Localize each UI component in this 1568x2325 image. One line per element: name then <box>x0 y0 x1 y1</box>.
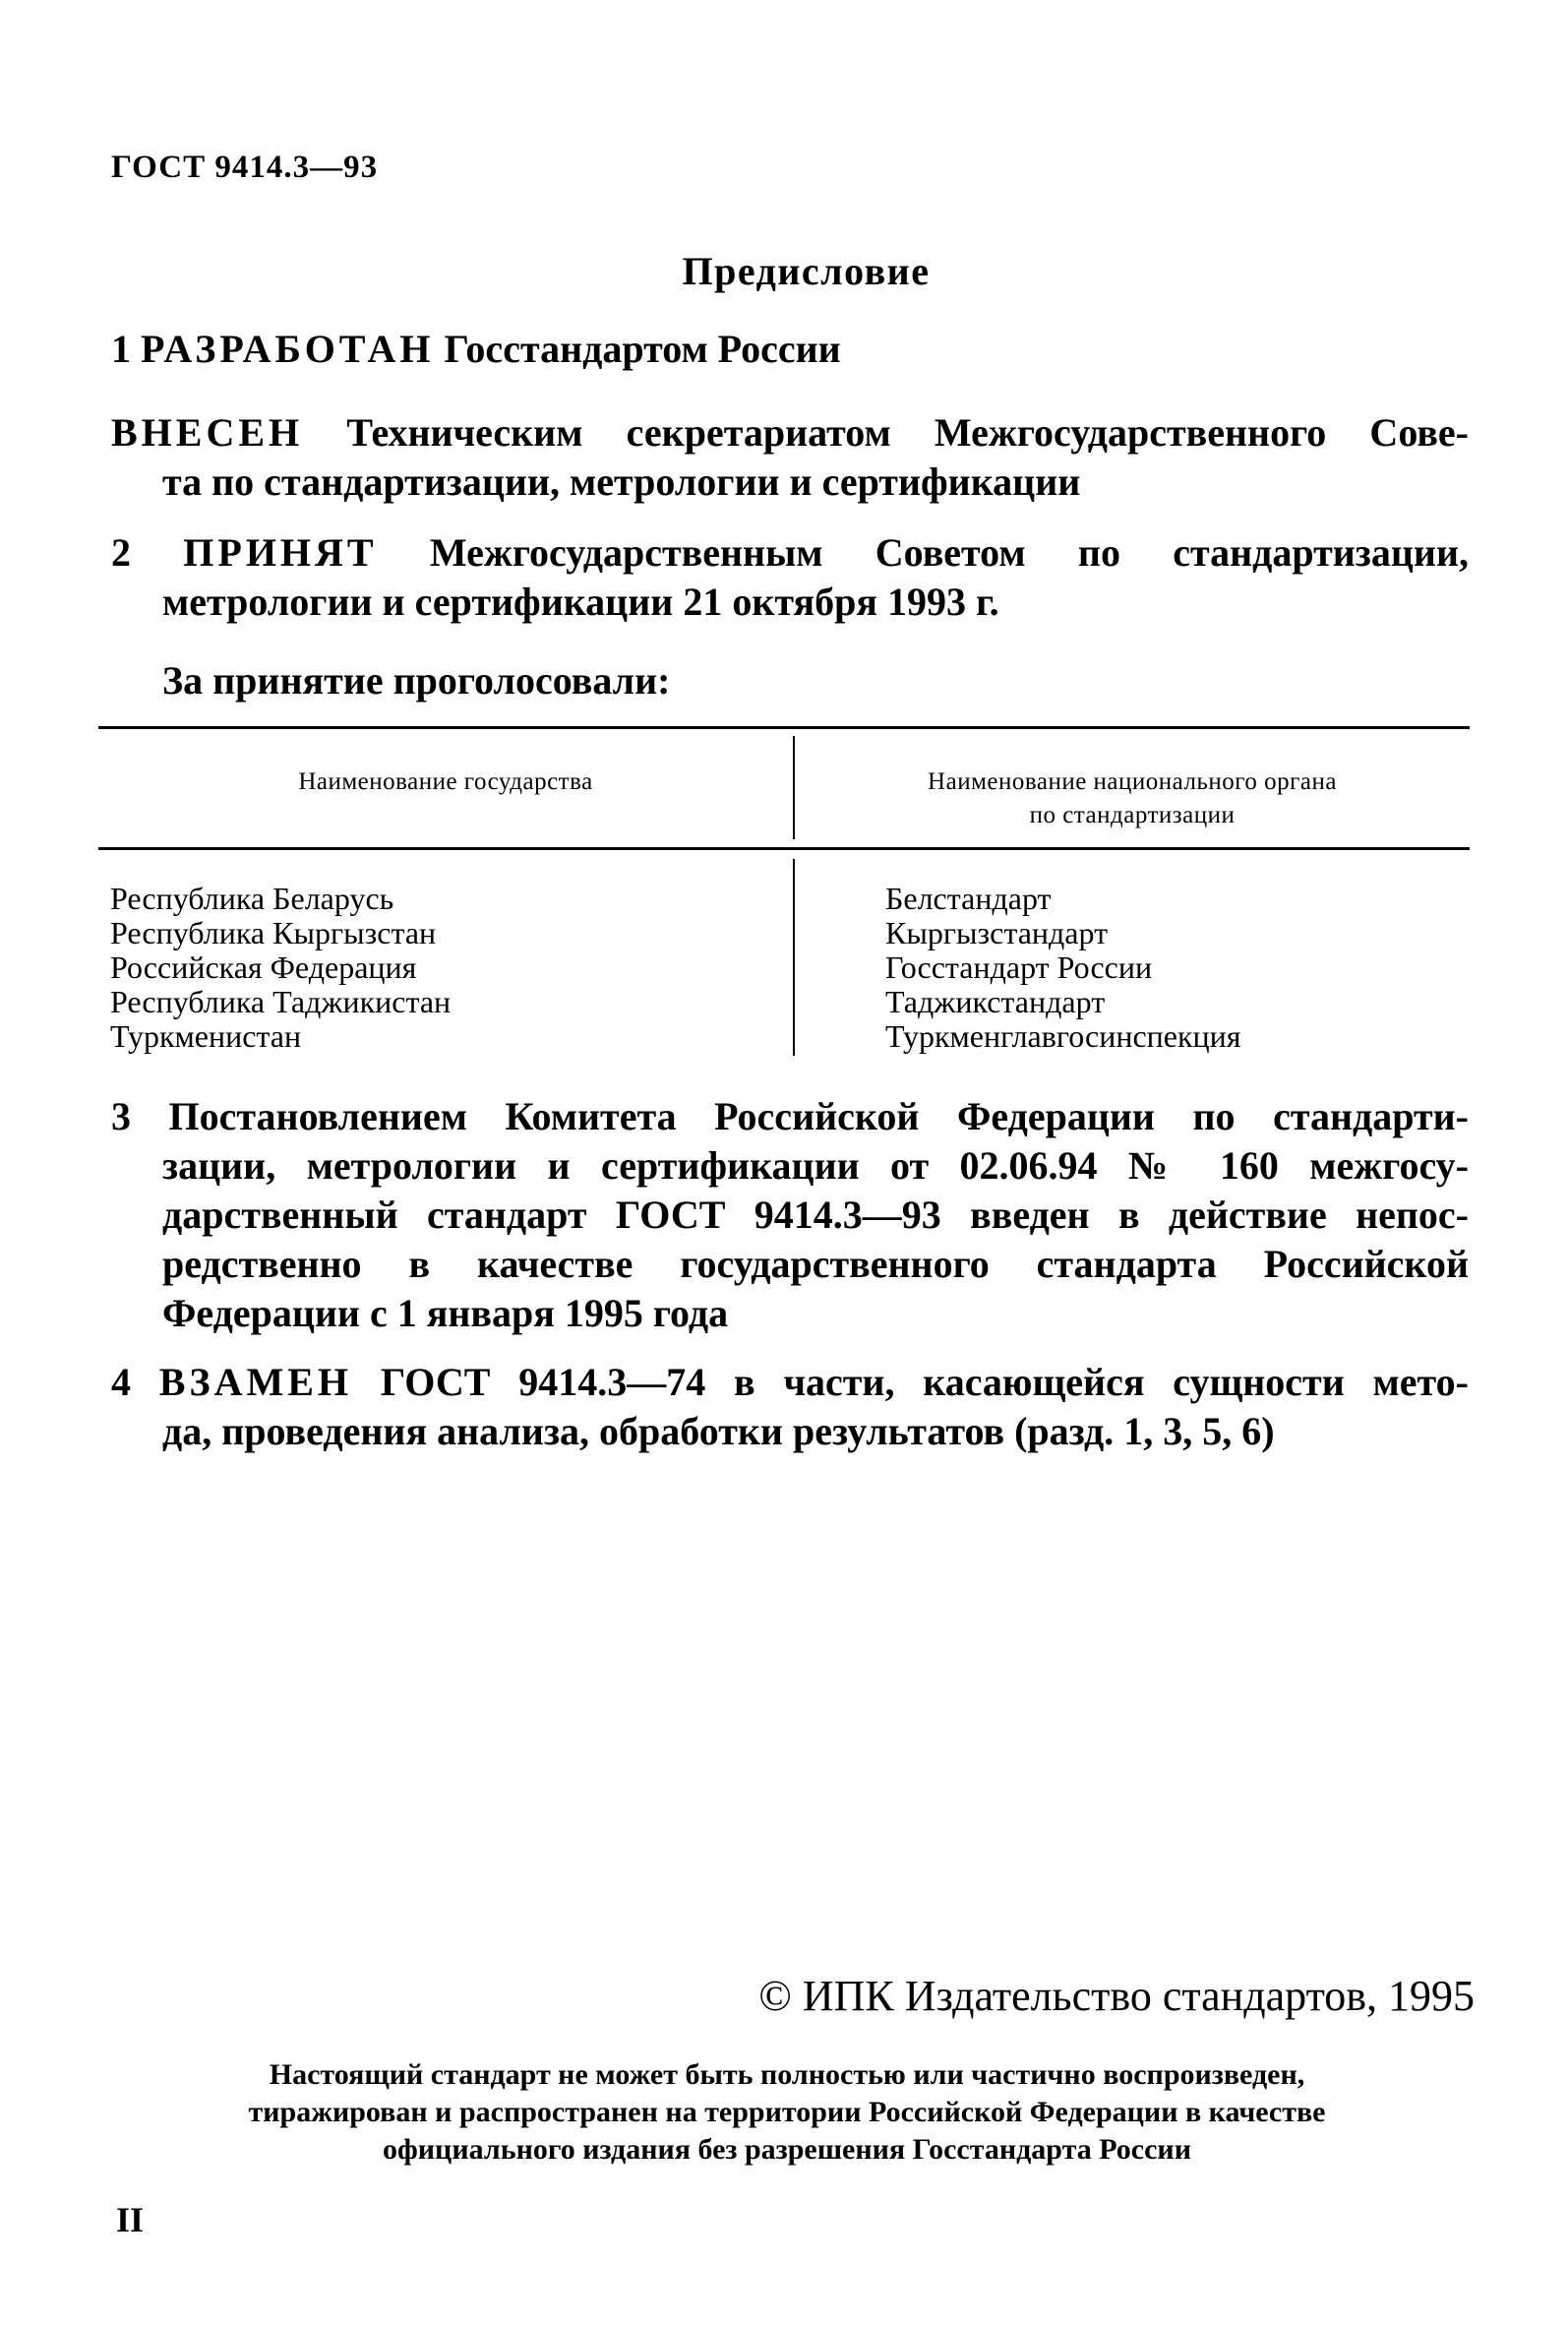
table-header-rule <box>98 847 1470 850</box>
standards-body-name: Таджикстандарт <box>885 984 1106 1019</box>
preface-title: Предисловие <box>682 249 931 293</box>
item-line: дарственный стандарт ГОСТ 9414.3—93 введен в действие непос- <box>162 1193 1469 1237</box>
standards-body-name: Госстандарт России <box>885 949 1153 985</box>
voting-table <box>98 726 1470 1061</box>
item-line: метрологии и сертификации 21 октября 1993 г. <box>162 580 999 624</box>
item-number: 2 <box>111 530 131 575</box>
item-line: Федерации с 1 января 1995 года <box>162 1291 729 1335</box>
notice-line: тиражирован и распространен на территории Российской Федерации в качестве <box>248 2096 1326 2128</box>
item-line <box>111 528 1469 578</box>
item-text: Межгосударственным Советом по стандартизации, <box>429 530 1470 575</box>
state-name: Туркменистан <box>110 1018 302 1054</box>
state-name: Республика Таджикистан <box>110 984 452 1019</box>
table-header-state: Наименование государства <box>298 768 593 795</box>
preface-item-1 <box>111 325 1469 374</box>
copyright-line: © ИПК Издательство стандартов, 1995 <box>758 1972 1475 2020</box>
state-name: Российская Федерация <box>110 949 417 985</box>
table-header-body-line1: Наименование национального органа <box>928 768 1337 795</box>
votes-intro: За принятие проголосовали: <box>162 658 671 703</box>
item-lead: РАЗРАБОТАН <box>141 327 435 371</box>
item-line <box>111 1358 1469 1407</box>
item-line: да, проведения анализа, обработки результатов (разд. 1, 3, 5, 6) <box>162 1409 1275 1453</box>
body-list <box>885 882 1240 1054</box>
preface-item-submitted <box>111 408 1469 507</box>
notice-line: Настоящий стандарт не может быть полностью или частично воспроизведен, <box>269 2058 1305 2091</box>
item-text: Постановлением Комитета Российской Федерации по стандарти- <box>168 1094 1469 1138</box>
reproduction-notice <box>108 2056 1466 2169</box>
item-line <box>111 408 1469 458</box>
page-number: II <box>116 2200 145 2239</box>
preface-item-2 <box>111 528 1469 627</box>
item-number: 1 <box>111 327 131 371</box>
item-line <box>111 1092 1469 1141</box>
item-number: 3 <box>111 1094 131 1138</box>
table-top-rule <box>98 726 1470 729</box>
state-list <box>110 882 451 1054</box>
item-lead: ПРИНЯТ <box>183 530 378 575</box>
standards-body-name: Туркменглавгосинспекция <box>885 1018 1241 1054</box>
preface-item-4 <box>111 1358 1469 1456</box>
item-line: редственно в качестве государственного стандарта Российской <box>162 1242 1469 1286</box>
notice-line: официального издания без разрешения Госстандарта России <box>383 2133 1191 2166</box>
table-header-body <box>795 765 1470 832</box>
standards-body-name: Кыргызстандарт <box>885 915 1109 950</box>
item-lead: ВЗАМЕН <box>158 1360 353 1404</box>
item-text: Госстандартом России <box>444 327 841 371</box>
table-header-body-line2: по стандартизации <box>1029 802 1236 828</box>
item-text: ГОСТ 9414.3—74 в части, касающейся сущности мето- <box>380 1360 1469 1404</box>
state-name: Республика Беларусь <box>110 881 394 916</box>
standards-body-name: Белстандарт <box>885 881 1052 916</box>
document-code: ГОСТ 9414.3—93 <box>111 150 379 185</box>
item-lead: ВНЕСЕН <box>111 410 304 455</box>
item-text: Техническим секретариатом Межгосударственного Сове- <box>346 410 1469 455</box>
table-body-divider <box>793 859 795 1056</box>
item-line: та по стандартизации, метрологии и сертификации <box>162 459 1081 504</box>
item-number: 4 <box>111 1360 131 1404</box>
state-name: Республика Кыргызстан <box>110 915 437 950</box>
item-line: зации, метрологии и сертификации от 02.06.94 № 160 межгосу- <box>162 1143 1469 1188</box>
preface-item-3 <box>111 1092 1469 1338</box>
